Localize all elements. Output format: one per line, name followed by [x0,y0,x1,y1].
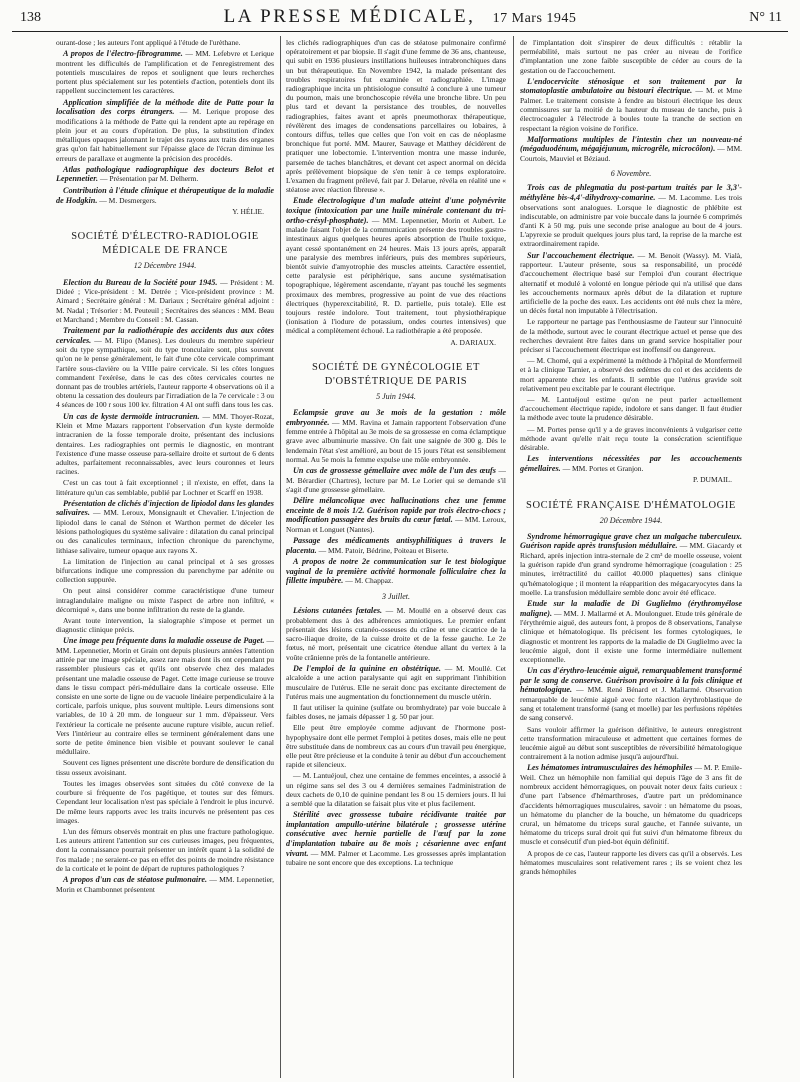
abstract-title: Stérilité avec grossesse tubaire récidivante traitée par implantation ampullo-utérine bilatérale ; grossesse utérine consécutive avec hernie partielle de l'œuf par la zone d'implantation tubaire au 8e mois ; césarienne avec enfant vivant. [286,810,506,858]
section-heading: SOCIÉTÉ DE GYNÉCOLOGIE ET D'OBSTÉTRIQUE DE PARIS [311,361,481,387]
abstract-body: — MM. Palmer et Lacomme. Les grossesses après implantation tubaire ne sont encore que des exceptions. La technique [286,848,506,868]
paragraph: Sans vouloir affirmer la guérison définitive, le auteurs enregistrent cette transformation miraculeuse et admettent que certaines formes de leucémie aiguë au début sont susceptibles de réversibilité hématologique contrairement à la notion admise jusqu'à aujourd'hui. [520,724,742,762]
abstract-body: — M. Benoit (Wassy). M. Vialà, rapporteur. L'auteur présente, sous sa responsabilité, un procédé d'accouchement électrique basé sur l'emploi d'un courant électrique alternatif et modulé à volonté en longue période qui n'a utilisé que dans les accouchements normaux après début de la dilatation et rupture artificielle de la poche des eaux. Les accidents ont été nuls chez la mère, un décès fœtal non imputable à l'électrisation. [520,250,742,316]
journal-name: LA PRESSE MÉDICALE, [223,6,476,27]
abstract-title: Syndrome hémorragique grave chez un malgache tuberculeux. Guérison rapide après transfusion médullaire. [520,531,742,551]
abstract [56,278,274,324]
abstract-body: — MM. Ravina et Jamain rapportent l'observation d'une femme entrée à l'hôpital au 3e mois de sa grossesse en coma éclamptique grave avec albuminurie massive. On fait une saignée de 300 g. Dès le lendemain l'état s'est amélioré, au bout de 15 jours l'état est sensiblement normal. Au 5e mois la femme expulse une môle embryonnée. [286,417,506,464]
header-rule [12,31,788,32]
abstract [286,557,506,586]
abstract-body: — MM. Lepennetier, Morin et Grain ont depuis plusieurs années l'attention attirée par une image spéciale, assez rare mais dont ils ont cependant pu rassembler plusieurs cas et qu'ils ont observée chez des malades présentant une maladie osseuse de Paget. Cette image curieuse se trouve dans le tissu compact péri-médullaire dans la corticale osseuse. Elle consiste en une sorte de ligne ou de vacuole linéaire perpendiculaire à la corticale, parfois unique, plus souvent multiple. Leurs dimensions sont variables, de 10 à 20 mm. de longueur sur 1 mm. d'épaisseur. Vers l'extérieur la corticale ne présente aucune rupture visible, aucun relief. Vers l'intérieur au contraire elles se terminent généralement dans une sorte de petite éminence bien visible et pouvant soulever le canal médullaire. [56,636,274,757]
issue-number: N° 11 [749,10,782,25]
abstract-title: Une image peu fréquente dans la maladie osseuse de Paget. [63,636,265,646]
signature: Y. HÉLIE. [232,207,264,217]
paragraph: — M. Lantuéjoul, chez une centaine de femmes enceintes, a associé à un régime sans sel des 3 ou 4 dernières semaines l'administration de deux cachets de 0,10 de quinine pendant les 8 ou 15 derniers jours. Il lui a semblé que la dilatation se faisait plus vite et plus facilement. [286,771,506,809]
abstract-title: Les interventions nécessitées par les accouchements gémellaires. [520,454,742,473]
paragraph: — M. Lantuéjoul estime qu'on ne peut parler actuellement d'accouchement électrique rapide, indolore et sans danger. Il faut étudier la méthode avec toute la prudence désirable. [520,395,742,423]
abstract-body: — MM. Portes et Granjon. [562,463,644,473]
abstract [520,763,742,846]
column-divider [513,36,514,1078]
abstract [520,183,742,248]
abstract [286,536,506,555]
abstract-body: — MM. Leroux, Monsignault et Chevalier. L'injection de lipiodol dans le canal de Sténon et Warthon permet de déceler les lésions pathologiques du système salivaire : dilatation du canal principal ou des canalicules terminaux, infection chronique du parenchyme, lithiase salivaire, tumeur opaque aux rayons X. [56,508,274,555]
paragraph: A propos de ce cas, l'auteur rapporte les divers cas qu'il a observés. Les hématomes musculaires sont relativement rares ; ils se voient chez les grands hémophiles [520,848,742,877]
abstract-title: Un cas de grossesse gémellaire avec môle de l'un des œufs [293,466,496,476]
section-date: 12 Décembre 1944. [133,261,197,271]
paragraph: Toutes les images observées sont situées du côté convexe de la courbure si fréquente de l'os pagétique, et toutes sur des fémurs. Cependant leur localisation n'est pas spéciale à l'endroit le plus incurvé. De même leurs rapports avec les traits incurvés ne présentent pas ces images. [56,778,274,825]
abstract-title: Un cas de kyste dermoïde intracranien. [63,411,200,421]
abstract [56,636,274,756]
abstract-title: Trois cas de phlegmatia du post-partum traités par le 3,3'-méthylène bis-4,4'-dihydroxy-comarine. [520,183,742,202]
abstract [56,98,274,163]
paragraph: ourant-dose ; les auteurs l'ont appliqué à l'étude de l'urèthane. [56,38,241,47]
abstract-title: Sur l'accouchement électrique. [527,250,635,260]
section-date: 20 Décembre 1944. [599,515,663,525]
abstract [286,496,506,534]
abstract [56,49,274,95]
abstract-body: — M. Bérardier (Chartres), lecture par M. Le Lorier qui se demande s'il s'agit d'une grossesse gémellaire. [286,466,506,494]
signature: A. DARIAUX. [450,337,496,347]
abstract-body: — MM. Lepennetier, Morin et Chambonnet présentent [56,874,274,894]
abstract-title: A propos d'un cas de stéatose pulmonaire. [63,874,208,884]
abstract-body: — M. et Mme Palmer. Le traitement consiste à fendre au bistouri électrique les deux commissures sur la moitié de la hauteur du museau de tanche, puis à électrocoaguler à l'électrode à boules toute la tranche de section en respectant la région voisine de l'orifice. [520,86,742,133]
abstract-body: — MM. Lepennetier, Morin et Aubert. Le malade faisant l'objet de la communication présente des troubles gastro-intestinaux aigus quelques heures après absorption de l'huile toxique, ayant cessé spontanément en 24 heures. Mais 13 jours après, apparaît une paralysie des membres inférieurs, puis des membres supérieurs, bientôt suivie d'amyotrophie des muscles atteints. Caractère essentiel, cette paralysie est périphérique, sans aucune systématisation topographique, légèrement ascendante, n'ayant pas touché les segments proximaux des membres, progressive au point de vue des réactions électriques (hyperexcitabilité, R. D. partielle, puis totale). Elle est toujours restée indolore. Tout traitement, tout physiothérapique (ionisation à l'iodure de potassium, ondes courtes intensives) que médical a complètement échoué. La radiothérapie a été proposée. [286,215,506,336]
abstract [286,408,506,464]
issue-date: 17 Mars 1945 [492,11,577,26]
abstract-title: Eclampsie grave au 3e mois de la gestation : môle embryonnée. [286,408,506,427]
paragraph: — M. Chomé, qui a expérimenté la méthode à l'hôpital de Montfermeil et à la clinique Tarnier, a observé des œdèmes du col et des accidents de mort apparente chez les enfants. Il semble que l'utérus gravide soit relativement peu excitable par le courant électrique. [520,356,742,393]
abstract-title: A propos de l'électro-fibrogramme. [63,49,183,59]
abstract [520,135,742,163]
paragraph: les clichés radiographiques d'un cas de stéatose pulmonaire confirmé opératoirement et par biopsie. Il s'agit d'une femme de 36 ans, chanteuse, qui subit en 1936 plusieurs instillations huileuses intrabronchiques dans un but thérapeutique. En Novembre 1942, la malade présentant des troubles respiratoires fut examinée et radiographiée. L'image radiographique incita un phtisiologue consulté à conclure à une tumeur du poumon, mais une bronchoscopie révéla une bronche libre. Un peu plus tard et devant la persistance des troubles, de nouvelles radiographies, faites avant et après pneumothorax thérapeutique, révélèrent des images de condensations parcellaires ou lobaires, à contours diffus, telles que celles que l'on voit en cas de néoplasme bronchique fut porté. MM. Maurer, Sauvage et Matthey décidèrent de pratiquer une lobectomie. L'intervention montra une masse indurée, parsemée de taches blanchâtres, et devant cet aspect anormal on décida après prélèvement biopsique de s'en tenir à ce temps exploratoire. L'examen du fragment prélevé, fait par J. Delarue, révéla en réalité une « stéatose avec réaction fibreuse ». [286,38,506,195]
abstract [286,196,506,335]
abstract-title: Etude électrologique d'un malade atteint d'une polynévrite toxique (intoxication par une huile minérale contenant du tri-ortho-crésyl-phosphate). [286,196,506,225]
abstract-title: L'endocervicite sténosique et son traitement par la stomatoplastie ambulatoire au bistouri électrique. [520,76,742,96]
abstract-body: — MM. Lefebvre et Lerique montrent les difficultés de l'amplification et de l'enregistrement des potentiels musculaires de repos et soulignent que leurs recherches portent plus spécialement sur les potentiels d'action, potentiels dont ils rappellent succinctement les caractères. [56,49,274,96]
abstract-title: Présentation de clichés d'injection de lipiodol dans les glandes salivaires. [56,498,274,518]
abstract [56,875,274,894]
abstract-title: De l'emploi de la quinine en obstétrique. [293,663,441,673]
abstract [286,466,506,494]
abstract-title: Passage des médicaments antisyphilitiques à travers le placenta. [286,536,506,555]
abstract-title: Lésions cutanées fœtales. [293,606,383,616]
paragraph: Le rapporteur ne partage pas l'enthousiasme de l'auteur sur l'innocuité de la méthode, surtout avec le courant électrique actuel et pense que des recherches devraient être faites dans un grand service hospitalier pour préciser si l'accouchement électrique est inoffensif ou dangereux. [520,317,742,355]
abstract-body: — M. Desmergers. [99,195,157,205]
paragraph: C'est un cas tout à fait exceptionnel ; il n'existe, en effet, dans la littérature qu'un cas semblable, publié par Lochner et Scarff en 1938. [56,478,274,497]
page-number: 138 [20,10,41,25]
signature: P. DUMAIL. [693,475,732,485]
section-heading: SOCIÉTÉ FRANÇAISE D'HÉMATOLOGIE [526,499,736,511]
abstract [56,186,274,205]
abstract-body: — MM. Leroux, Norman et Longuet (Nantes). [286,515,506,534]
paragraph: La limitation de l'injection au canal principal et à ses grosses bifurcations indique une compression du parenchyme par adénite ou collection suppurée. [56,556,274,585]
abstract-body: — Présentation par M. Delherm. [99,174,199,184]
abstract [520,532,742,597]
section-heading: SOCIÉTÉ D'ÉLECTRO-RADIOLOGIE MÉDICALE DE FRANCE [71,231,259,257]
abstract [286,810,506,867]
journal-title [190,6,610,28]
abstract-body: — MM. J. Mallarmé et A. Moulonguet. Etude très générale de l'érythrémie aiguë, des auteurs font, à propos de 8 observations, l'analyse clinique et hématologique. Ils précisent les formes cytologiques, le diagnostic et montrent les rapports de la maladie de Di Guglielmo avec la leucémie aiguë, dont il existe une forme intermédiaire nullement exceptionnelle. [520,608,742,665]
abstract [520,599,742,664]
abstract-body: — M. Flipo (Manes). Les douleurs du membre supérieur soit du type sympathique, soit du type tronculaire sont, plus souvent qu'on ne le pense généralement, le fait d'une côte cervicale comprimant l'artère sous-clavière ou la VIIIe paire cervicale. Si les côtes longues commandent l'exérèse, dans le cas des côtes cervicales courtes ne donnant pas de troubles artériels, l'auteur rapporte 4 observations où il a obtenu la cessation des douleurs par l'irradiation de la 7e cervicale : 3 ou 4 séances de 100 r sous 100 kv. filtration 4 Al ont suffi dans tous les cas. [56,335,274,410]
abstract-title: Délire mélancolique avec hallucinations chez une femme enceinte de 8 mois 1/2. Guérison rapide par trois électro-chocs ; modification passagère des bruits du cœur fœtal. [286,496,506,525]
session-date: 3 Juillet. [382,592,410,602]
abstract-title: Etude sur la maladie de Di Guglielmo (érythromyélose maligne). [520,599,742,618]
abstract-title: Malformations multiples de l'intestin chez un nouveau-né (mégaduodénum, mégajéjunum, microgrêle, microcôlon). [520,134,742,154]
abstract-title: Application simplifiée de la méthode dite de Patte pour la localisation des corps étrangers. [56,97,274,117]
abstract-body: — M. P. Emile-Weil. Chez un hémophile non familial qui depuis l'âge de 3 ans fit de nombreux accident hémorragiques, on pouvait noter deux faits curieux : d'une part l'absence d'hémarthroses, d'autre part un prédominance d'accidents hémorragiques musculaires, savoir : un hématome du psoas, un hématome du plancher de la bouche, un hématome du quadriceps crural, un hématome du triceps sural gauche, et l'année suivante, un hématome du triceps sural droit qui fut suivi d'un hématome fibreux du muscle et consécutif d'un pied-bot équin définitif. [520,763,742,847]
paragraph: Souvent ces lignes présentent une discrète bordure de densification du tissu osseux avoisinant. [56,758,274,777]
abstract [520,77,742,133]
abstract-body: — M. Lacomme. Les trois observations sont analogues. Lorsque le diagnostic de phlébite est indiscutable, on administre par voie buccale dans la journée 6 comprimés d'anti K à 50 mg. puis une seconde prise analogue au bout de 4 jours. L'apyrexie se produit quelques jours plus tard, la reprise de la marche est extraordinairement rapide. [520,193,742,249]
session-date: 6 Novembre. [610,169,652,179]
abstract-body: — Président : M. Dideé ; Vice-président : M. Detrée ; Vice-président province : M. Aimard ; Secrétaire général : M. Dariaux ; Secrétaire général adjoint : M. Nadal ; Trésorier : M. Peuteuil ; Secrétaires des séances : MM. Beau et Marchand ; Membre du Conseil : M. Cassan. [56,277,274,324]
section-date: 5 Juin 1944. [376,391,416,401]
abstract [56,412,274,477]
abstract-body: — MM. Thoyer-Rozat, Klein et Mme Mazars rapportent l'observation d'un kyste dermoïde intracranien de la fosse temporale droite, présentant des inclusions dentaires. Les radiographies ont permis le diagnostic, en montrant l'existence d'une masse osseuse para-sellaire droite et surtout de 6 dents adultes, parfaitement reconnaissables, avec leurs couronnes et leurs racines. [56,411,274,477]
paragraph: — M. Portes pense qu'il y a de graves inconvénients à vulgariser cette méthode avant qu'elle n'ait reçu toute la consécration scientifique désirable. [520,424,742,453]
paragraph: de l'implantation doit s'inspirer de deux difficultés : rétablir la perméabilité, mais surtout ne pas créer au niveau de l'orifice d'implantation une zone faible susceptible de céder au cours de la gestation ou de l'accouchement. [520,38,742,75]
abstract-body: — M. Moullé. Cet alcaloïde a une action paralysante qui agit en supprimant l'inhibition musculaire de l'utérus. Elle ne serait donc pas excitante directement de l'utérus mais une augmentation du fonctionnement du muscle utérin. [286,663,506,701]
abstract-body: — MM. René Bénard et J. Mallarmé. Observation remarquable de leucémie aiguë avec forte réaction érythroblastique de sang et totalement transformé (sang et moelle) par les perfusions répétées de sang conservé. [520,685,742,723]
abstract-body: — MM. Patoir, Bédrine, Poiteau et Biserte. [318,545,449,555]
column-divider [280,36,281,1078]
column-right [520,38,742,1078]
abstract-body: — MM. Courtois, Mauviel et Béziaud. [520,144,742,163]
abstract [286,606,506,662]
paragraph: Avant toute intervention, la sialographie s'impose et permet un diagnostic clinique précis. [56,616,274,635]
abstract [286,664,506,701]
abstract [520,666,742,722]
page-header [0,0,800,40]
abstract-title: Contribution à l'étude clinique et thérapeutique de la maladie de Hodgkin. [56,186,274,205]
paragraph: On peut ainsi considérer comme caractéristique d'une tumeur intraglandulaire maligne ou mixte l'aspect de arbre non infiltré, « décorniqué », dans une bonne infiltration du reste de la glande. [56,586,274,614]
abstract-title: Un cas d'érythro-leucémie aiguë, remarquablement transformé par le sang de conserve. Guérison provisoire à la fois clinique et hématologique. [520,666,742,695]
abstract [520,251,742,316]
column-middle [286,38,506,1078]
abstract [520,454,742,473]
paragraph: L'un des fémurs observés montrait en plus une fracture pathologique. Les auteurs attirent l'attention sur ces curieuses images, peu fréquentes, dont la connaissance pourrait présenter un intérêt quant à la solidité de l'os malade ; ne seraient-ce pas en effet des points de moindre résistance de la corticale et le point de départ de ruptures pathologiques ? [56,826,274,873]
abstract-title: Election du Bureau de la Société pour 1945. [63,277,218,287]
paragraph: Elle peut être employée comme adjuvant de l'hormone post-hypophysaire dont elle permet l'emploi à petites doses, mais elle ne peut être substituée dans de nombreux cas au cours d'un travail peu énergique, elle peut être précieuse et la conduite à tenir au début d'un accouchement rapide et silencieux. [286,723,506,770]
abstract-title: A propos de notre 2e communication sur le test biologique vaginal de la première activité hormonale folliculaire chez la fillette impubère. [286,557,506,586]
abstract-body: — M. Lerique propose des modifications à la méthode de Patte qui la rendent apte au repérage en plein jour et au cours d'opération. De plus, la substitution d'index métalliques opaques jalonnant le trajet des rayons aux traits des organes gras qu'on fait habituellement sur l'épaisse glace de l'écran diminue les erreurs de parallaxe et augmente la précision des procédés. [56,107,274,163]
abstract-title: Les hématomes intramusculaires des hémophiles [527,763,693,773]
abstract-body: — M. Moullé en a observé deux cas probablement dus à des adhérences amniotiques. Le premier enfant présentait des lésions cutanéo-osseuses du crâne et une cicatrice de la sacro-iliaque droite, de la cuisse droite et de la fesse gauche. Le 2e fœtus, né mort, présentait une cicatrice étendue allant du vertex à la voûte crânienne près de la fontanelle antérieure. [286,606,506,662]
abstract-body: — M. Chappaz. [345,576,394,586]
abstract-title: Traitement par la radiothérapie des accidents dus aux côtes cervicales. [56,326,274,345]
paragraph: Il faut utiliser la quinine (sulfate ou bromhydrate) par voie buccale à faibles doses, ne jamais dépasser 1 g. 50 par jour. [286,703,506,722]
abstract-title: Atlas pathologique radiographique des docteurs Belot et Lepennetier. [56,164,274,184]
abstract-body: — MM. Giacardy et Richard, après injection intra-sternale de 2 cm³ de moelle osseuse, voient la guérison rapide d'un grand syndrome hémorragique (coagulation : 25 minutes, irrétractilité du caillot 40.000 plaquettes) sans clinique qu'hématologique ; il montent la réapparition des mégacaryocytes dans la moelle. La transfusion médullaire semble donc avoir été efficace. [520,541,742,597]
column-left [56,38,274,1078]
abstract [56,326,274,410]
abstract [56,165,274,184]
abstract [56,499,274,555]
